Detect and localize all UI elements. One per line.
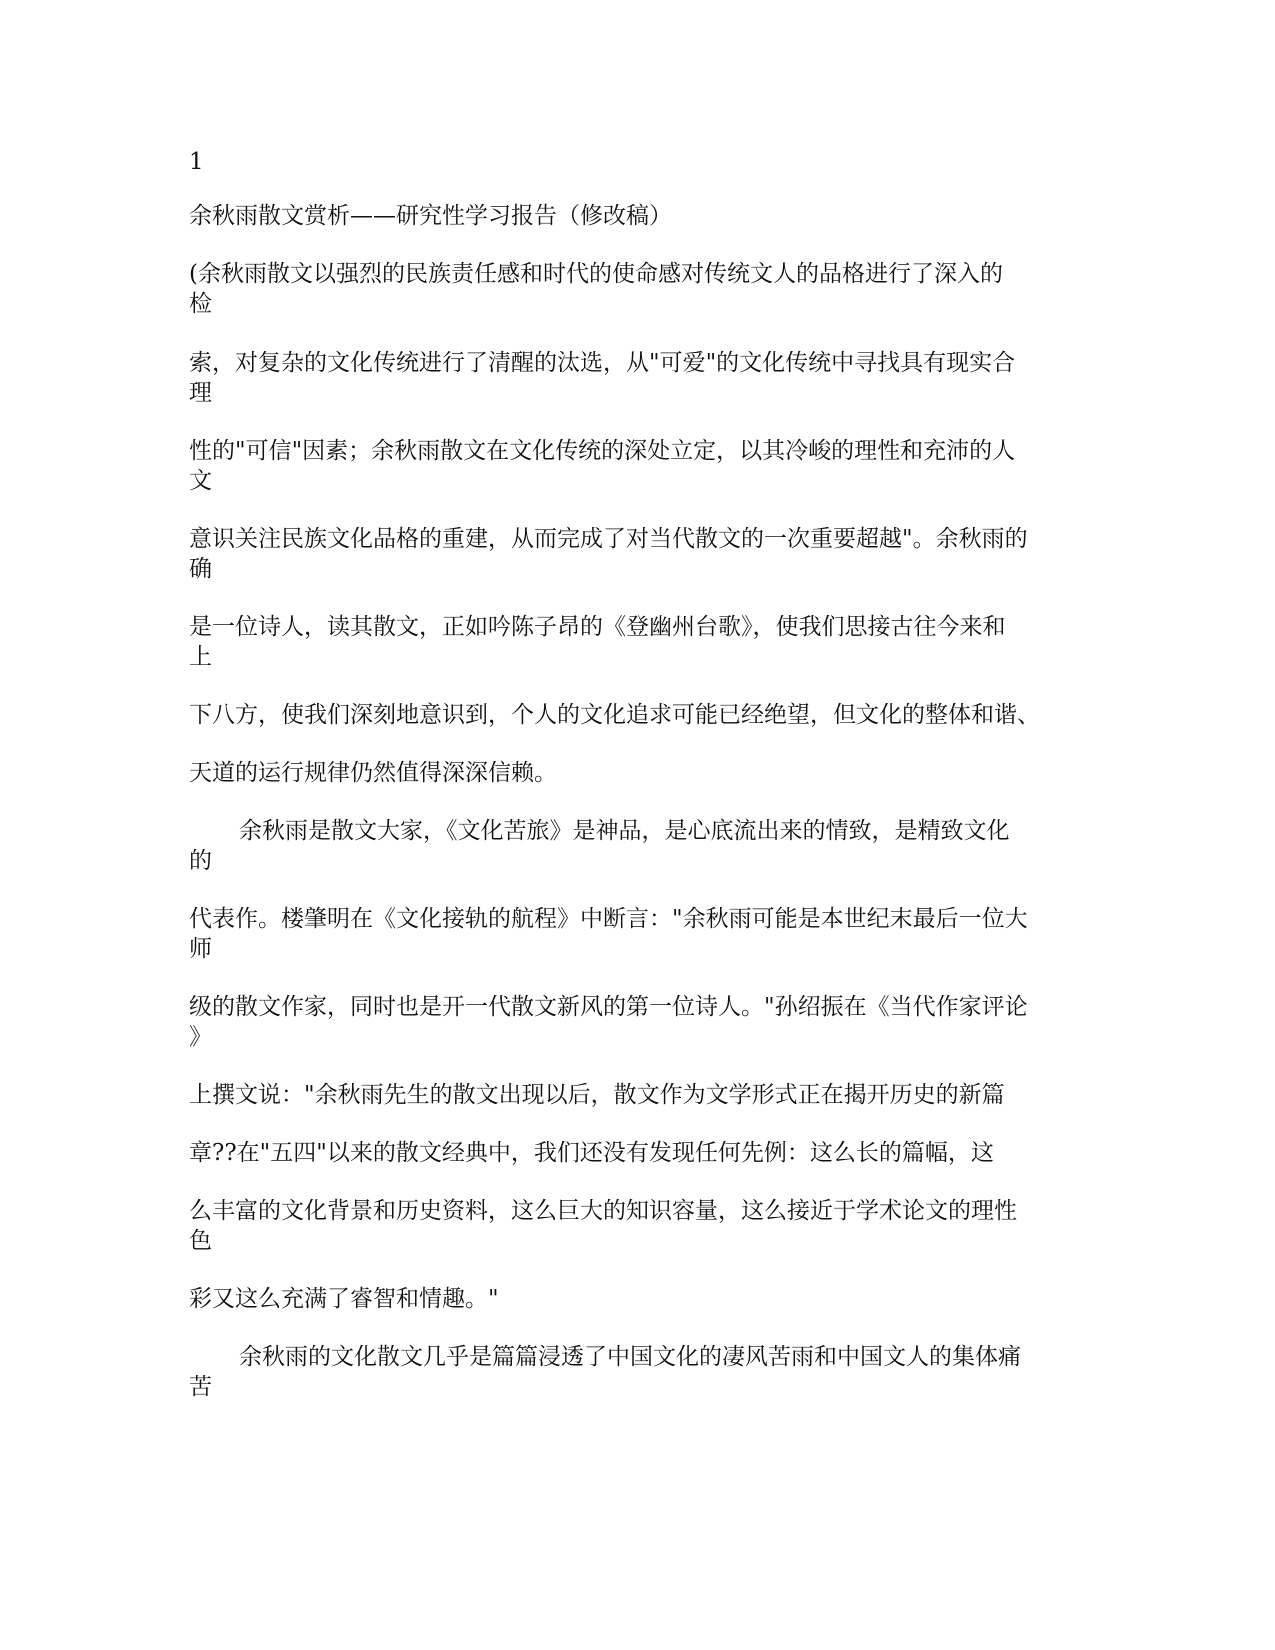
text-line: (余秋雨散文以强烈的民族责任感和时代的使命感对传统文人的品格进行了深入的 (189, 261, 1003, 287)
text-line: 章??在"五四"以来的散文经典中，我们还没有发现任何先例：这么长的篇幅，这 (189, 1140, 994, 1166)
page-number: 1 (189, 149, 204, 175)
paragraph-start-line: 余秋雨的文化散文几乎是篇篇浸透了中国文化的凄风苦雨和中国文人的集体痛 (239, 1344, 1021, 1370)
text-line: 是一位诗人，读其散文，正如吟陈子昂的《登幽州台歌》，使我们思接古往今来和 (189, 614, 1006, 640)
text-line: 苦 (189, 1374, 212, 1400)
text-line: 确 (189, 556, 212, 582)
text-line: 的 (189, 848, 212, 874)
text-line: 意识关注民族文化品格的重建，从而完成了对当代散文的一次重要超越"。余秋雨的 (189, 526, 1028, 552)
document-title: 余秋雨散文赏析——研究性学习报告（修改稿） (189, 203, 672, 229)
text-line: 理 (189, 380, 212, 406)
text-line: 彩又这么充满了睿智和情趣。" (189, 1286, 499, 1312)
text-line: 文 (189, 468, 212, 494)
text-line: 师 (189, 936, 212, 962)
text-line: 级的散文作家，同时也是开一代散文新风的第一位诗人。"孙绍振在《当代作家评论 (189, 994, 1028, 1020)
text-line: 天道的运行规律仍然值得深深信赖。 (189, 760, 557, 786)
text-line: 》 (189, 1024, 212, 1050)
text-line: 色 (189, 1228, 212, 1254)
text-line: 上 (189, 644, 212, 670)
text-line: 性的"可信"因素；余秋雨散文在文化传统的深处立定，以其冷峻的理性和充沛的人 (189, 438, 1016, 464)
text-line: 检 (189, 291, 212, 317)
text-line: 上撰文说："余秋雨先生的散文出现以后，散文作为文学形式正在揭开历史的新篇 (189, 1082, 1005, 1108)
text-line: 代表作。楼肇明在《文化接轨的航程》中断言："余秋雨可能是本世纪末最后一位大 (189, 906, 1028, 932)
paragraph-start-line: 余秋雨是散文大家，《文化苦旅》是神品，是心底流出来的情致，是精致文化 (239, 818, 1010, 844)
text-line: 下八方，使我们深刻地意识到，个人的文化追求可能已经绝望，但文化的整体和谐、 (189, 702, 1040, 728)
text-line: 么丰富的文化背景和历史资料，这么巨大的知识容量，这么接近于学术论文的理性 (189, 1198, 1017, 1224)
text-line: 索，对复杂的文化传统进行了清醒的汰选，从"可爱"的文化传统中寻找具有现实合 (189, 350, 1016, 376)
